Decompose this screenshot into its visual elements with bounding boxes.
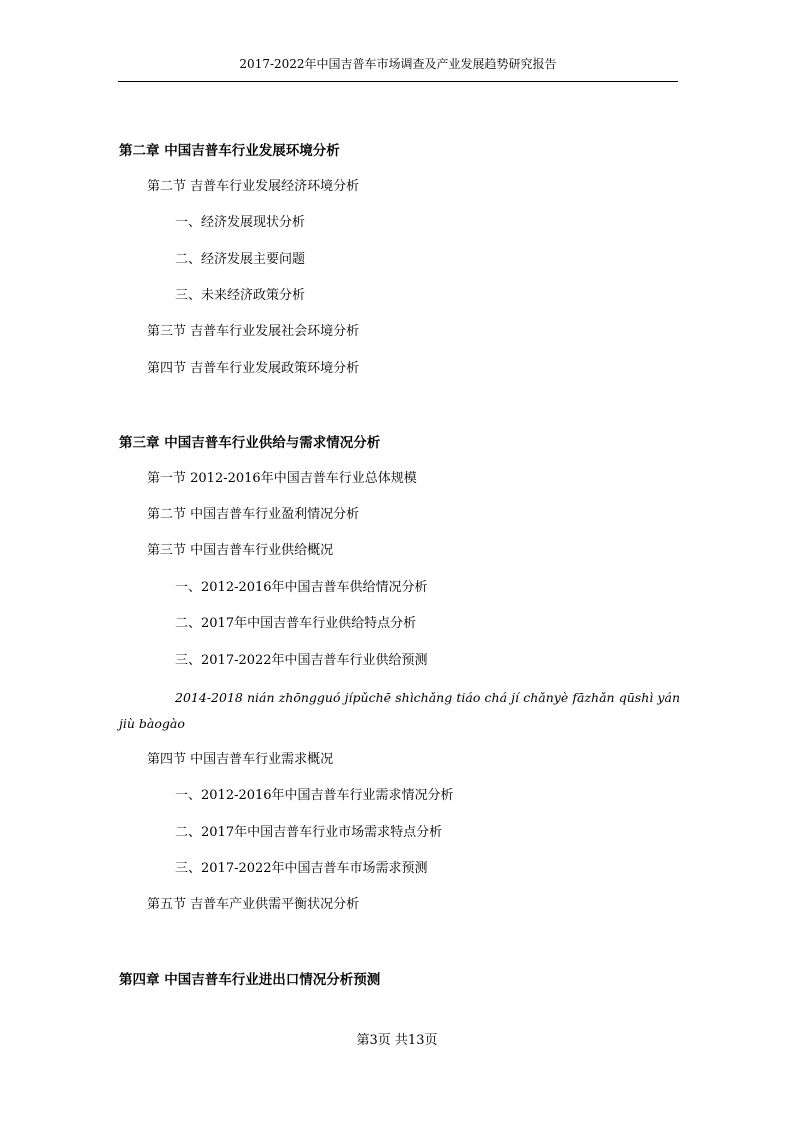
toc-item-3-4-1: 一、2012-2016年中国吉普车行业需求情况分析 bbox=[175, 788, 454, 803]
toc-section-3-1: 第一节 2012-2016年中国吉普车行业总体规模 bbox=[147, 471, 417, 486]
toc-item-3-4-2: 二、2017年中国吉普车行业市场需求特点分析 bbox=[175, 825, 443, 840]
toc-item-2-2-3: 三、未来经济政策分析 bbox=[175, 288, 306, 303]
toc-item-2-2-1: 一、经济发展现状分析 bbox=[175, 215, 306, 230]
toc-section-3-2: 第二节 中国吉普车行业盈利情况分析 bbox=[147, 507, 360, 522]
toc-chapter-3: 第三章 中国吉普车行业供给与需求情况分析 bbox=[119, 435, 381, 451]
toc-item-2-2-2: 二、经济发展主要问题 bbox=[175, 252, 306, 267]
toc-section-3-4: 第四节 中国吉普车行业需求概况 bbox=[147, 752, 334, 767]
toc-item-3-3-3: 三、2017-2022年中国吉普车行业供给预测 bbox=[175, 653, 428, 668]
toc-section-3-5: 第五节 吉普车产业供需平衡状况分析 bbox=[147, 897, 360, 912]
toc-item-3-4-3: 三、2017-2022年中国吉普车市场需求预测 bbox=[175, 861, 428, 876]
toc-chapter-2: 第二章 中国吉普车行业发展环境分析 bbox=[119, 143, 340, 159]
toc-chapter-4: 第四章 中国吉普车行业进出口情况分析预测 bbox=[119, 972, 381, 988]
toc-section-2-3: 第三节 吉普车行业发展社会环境分析 bbox=[147, 324, 360, 339]
toc-item-3-3-1: 一、2012-2016年中国吉普车供给情况分析 bbox=[175, 580, 428, 595]
page-footer-number: 第3页 共13页 bbox=[356, 1033, 438, 1048]
pinyin-title-paragraph: 2014-2018 nián zhōngguó jípǔchē shìchǎng tiáo chá jí chǎnyè fāzhǎn qūshì yán jiù bàogào bbox=[119, 690, 680, 731]
header-divider bbox=[118, 81, 678, 82]
toc-section-2-2: 第二节 吉普车行业发展经济环境分析 bbox=[147, 179, 360, 194]
toc-item-3-3-2: 二、2017年中国吉普车行业供给特点分析 bbox=[175, 616, 417, 631]
toc-section-2-4: 第四节 吉普车行业发展政策环境分析 bbox=[147, 361, 360, 376]
page-header-title: 2017-2022年中国吉普车市场调查及产业发展趋势研究报告 bbox=[239, 57, 557, 71]
toc-section-3-3: 第三节 中国吉普车行业供给概况 bbox=[147, 543, 334, 558]
